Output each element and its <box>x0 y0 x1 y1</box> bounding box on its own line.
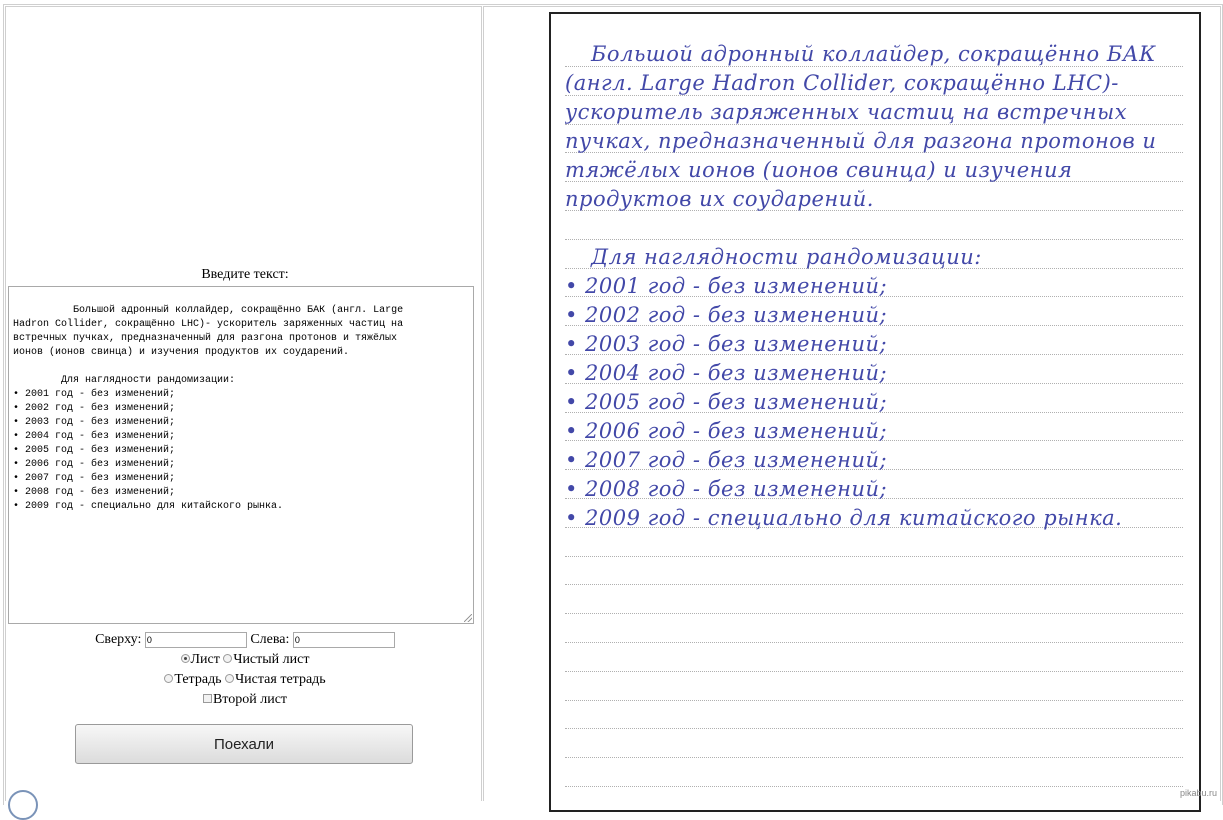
submit-button-label: Поехали <box>214 735 274 753</box>
radio-clean-sheet-label[interactable]: Чистый лист <box>233 652 310 667</box>
radio-sheet[interactable] <box>181 654 190 663</box>
handwritten-line: • 2005 год - без изменений; <box>565 390 888 414</box>
ruled-line <box>565 671 1183 672</box>
radio-sheet-label[interactable]: Лист <box>190 652 220 667</box>
left-offset-input[interactable] <box>293 632 395 648</box>
ruled-line <box>565 556 1183 557</box>
ruled-line <box>565 642 1183 643</box>
radio-clean-notebook-label[interactable]: Чистая тетрадь <box>235 672 326 687</box>
text-input[interactable] <box>8 286 474 624</box>
top-offset-input[interactable] <box>145 632 247 648</box>
radio-notebook[interactable] <box>164 674 173 683</box>
ruled-line <box>565 757 1183 758</box>
site-logo-icon <box>8 790 38 820</box>
radio-clean-notebook[interactable] <box>225 674 234 683</box>
top-offset-label: Сверху: <box>95 632 142 648</box>
handwritten-line: • 2009 год - специально для китайского рынка. <box>565 506 1123 530</box>
handwritten-line: • 2001 год - без изменений; <box>565 274 888 298</box>
handwritten-text <box>565 40 1190 533</box>
text-input-label: Введите текст: <box>201 267 289 282</box>
ruled-line <box>565 584 1183 585</box>
handwritten-line: продуктов их соударений. <box>565 187 874 211</box>
ruled-line <box>565 786 1183 787</box>
handwritten-line: • 2004 год - без изменений; <box>565 361 888 385</box>
second-sheet-row <box>0 692 490 708</box>
ruled-line <box>565 728 1183 729</box>
ruled-line <box>565 613 1183 614</box>
second-sheet-checkbox[interactable] <box>203 694 212 703</box>
resize-grip-icon[interactable] <box>464 614 472 622</box>
handwritten-line: Большой адронный коллайдер, сокращённо БАК <box>591 42 1156 66</box>
text-input-value: Большой адронный коллайдер, сокращённо БАК (англ. Large Hadron Collider, сокращённо LHC)- ускоритель заряженных частиц на встречных пучках, предназначенный для разгона протонов и тяжёлых ионов (ионов свинца) и изучения продуктов их соударений. Для наглядности рандомизации: • 2001 год - без изменений; • 2002 год - без изменений; • 2003 год - без изменений; • 2004 год - без изменений; • 2005 год - без изменений; • 2006 год - без изменений; • 2007 год - без изменений; • 2008 год - без изменений; • 2009 год - специально для китайского рынка. <box>13 305 404 512</box>
ruled-line <box>565 700 1183 701</box>
left-offset-label: Слева: <box>250 632 290 648</box>
handwritten-line: ускоритель заряженных частиц на встречных <box>565 100 1128 124</box>
handwritten-line: • 2006 год - без изменений; <box>565 419 888 443</box>
handwritten-line <box>565 214 1190 243</box>
second-sheet-label[interactable]: Второй лист <box>212 692 288 707</box>
offset-controls <box>0 632 490 648</box>
handwritten-line: • 2007 год - без изменений; <box>565 448 888 472</box>
handwritten-line: (англ. Large Hadron Collider, сокращённо LHC)- <box>565 71 1119 95</box>
paper-type-group <box>0 652 490 668</box>
watermark: pikabu.ru <box>1179 788 1217 798</box>
handwritten-line: • 2002 год - без изменений; <box>565 303 888 327</box>
radio-clean-sheet[interactable] <box>223 654 232 663</box>
handwritten-line: • 2008 год - без изменений; <box>565 477 888 501</box>
handwritten-line: • 2003 год - без изменений; <box>565 332 888 356</box>
handwritten-line: тяжёлых ионов (ионов свинца) и изучения <box>565 158 1073 182</box>
handwritten-line: пучках, предназначенный для разгона протонов и <box>565 129 1157 153</box>
radio-notebook-label[interactable]: Тетрадь <box>174 672 222 687</box>
handwritten-line: Для наглядности рандомизации: <box>591 245 982 269</box>
submit-button[interactable] <box>75 724 413 764</box>
notebook-type-group <box>0 672 490 688</box>
